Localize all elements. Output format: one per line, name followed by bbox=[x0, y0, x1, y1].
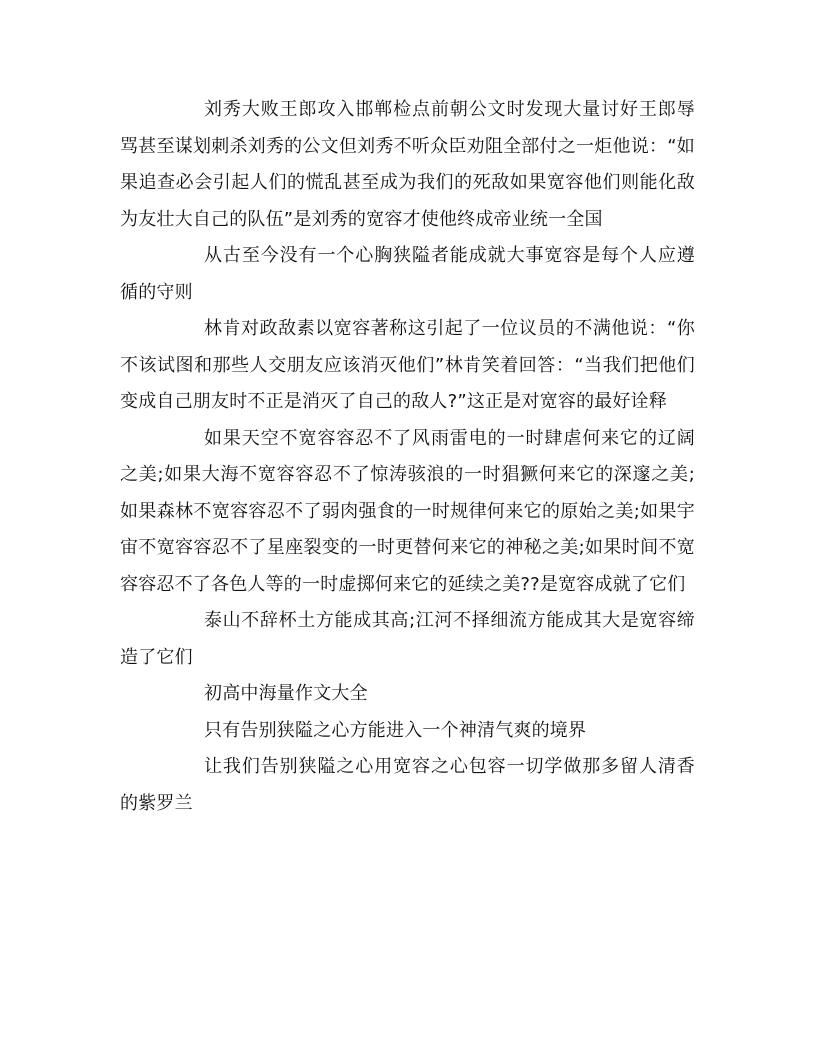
paragraph: 初高中海量作文大全 bbox=[204, 683, 368, 704]
paragraph: 让我们告别狭隘之心用宽容之心包容一切学做那多留人清香的紫罗兰 bbox=[120, 756, 695, 814]
paragraph: 从古至今没有一个心胸狭隘者能成就大事宽容是每个人应遵循的守则 bbox=[120, 245, 695, 303]
paragraph: 如果天空不宽容容忍不了风雨雷电的一时肆虐何来它的辽阔之美;如果大海不宽容容忍不了惊涛骇浪的一时猖獗何来它的深邃之美;如果森林不宽容容忍不了弱肉强食的一时规律何来它的原始之美;如果宇宙不宽容容忍不了星座裂变的一时更替何来它的神秘之美;如果时间不宽容容忍不了各色人等的一时虚掷何来它的延续之美??是宽容成就了它们 bbox=[120, 427, 695, 595]
paragraph: 泰山不辞杯土方能成其高;江河不择细流方能成其大是宽容缔造了它们 bbox=[120, 610, 695, 668]
paragraph: 只有告别狭隘之心方能进入一个神清气爽的境界 bbox=[204, 719, 587, 741]
document-body bbox=[120, 92, 695, 822]
paragraph: 刘秀大败王郎攻入邯郸检点前朝公文时发现大量讨好王郎辱骂甚至谋划刺杀刘秀的公文但刘秀不听众臣劝阻全部付之一炬他说：“如果追查必会引起人们的慌乱甚至成为我们的死敌如果宽容他们则能化敌为友壮大自己的队伍”是刘秀的宽容才使他终成帝业统一全国 bbox=[120, 99, 695, 230]
paragraph: 林肯对政敌素以宽容著称这引起了一位议员的不满他说：“你不该试图和那些人交朋友应该消灭他们”林肯笑着回答：“当我们把他们变成自己朋友时不正是消灭了自己的敌人?”这正是对宽容的最好诠释 bbox=[120, 318, 695, 412]
